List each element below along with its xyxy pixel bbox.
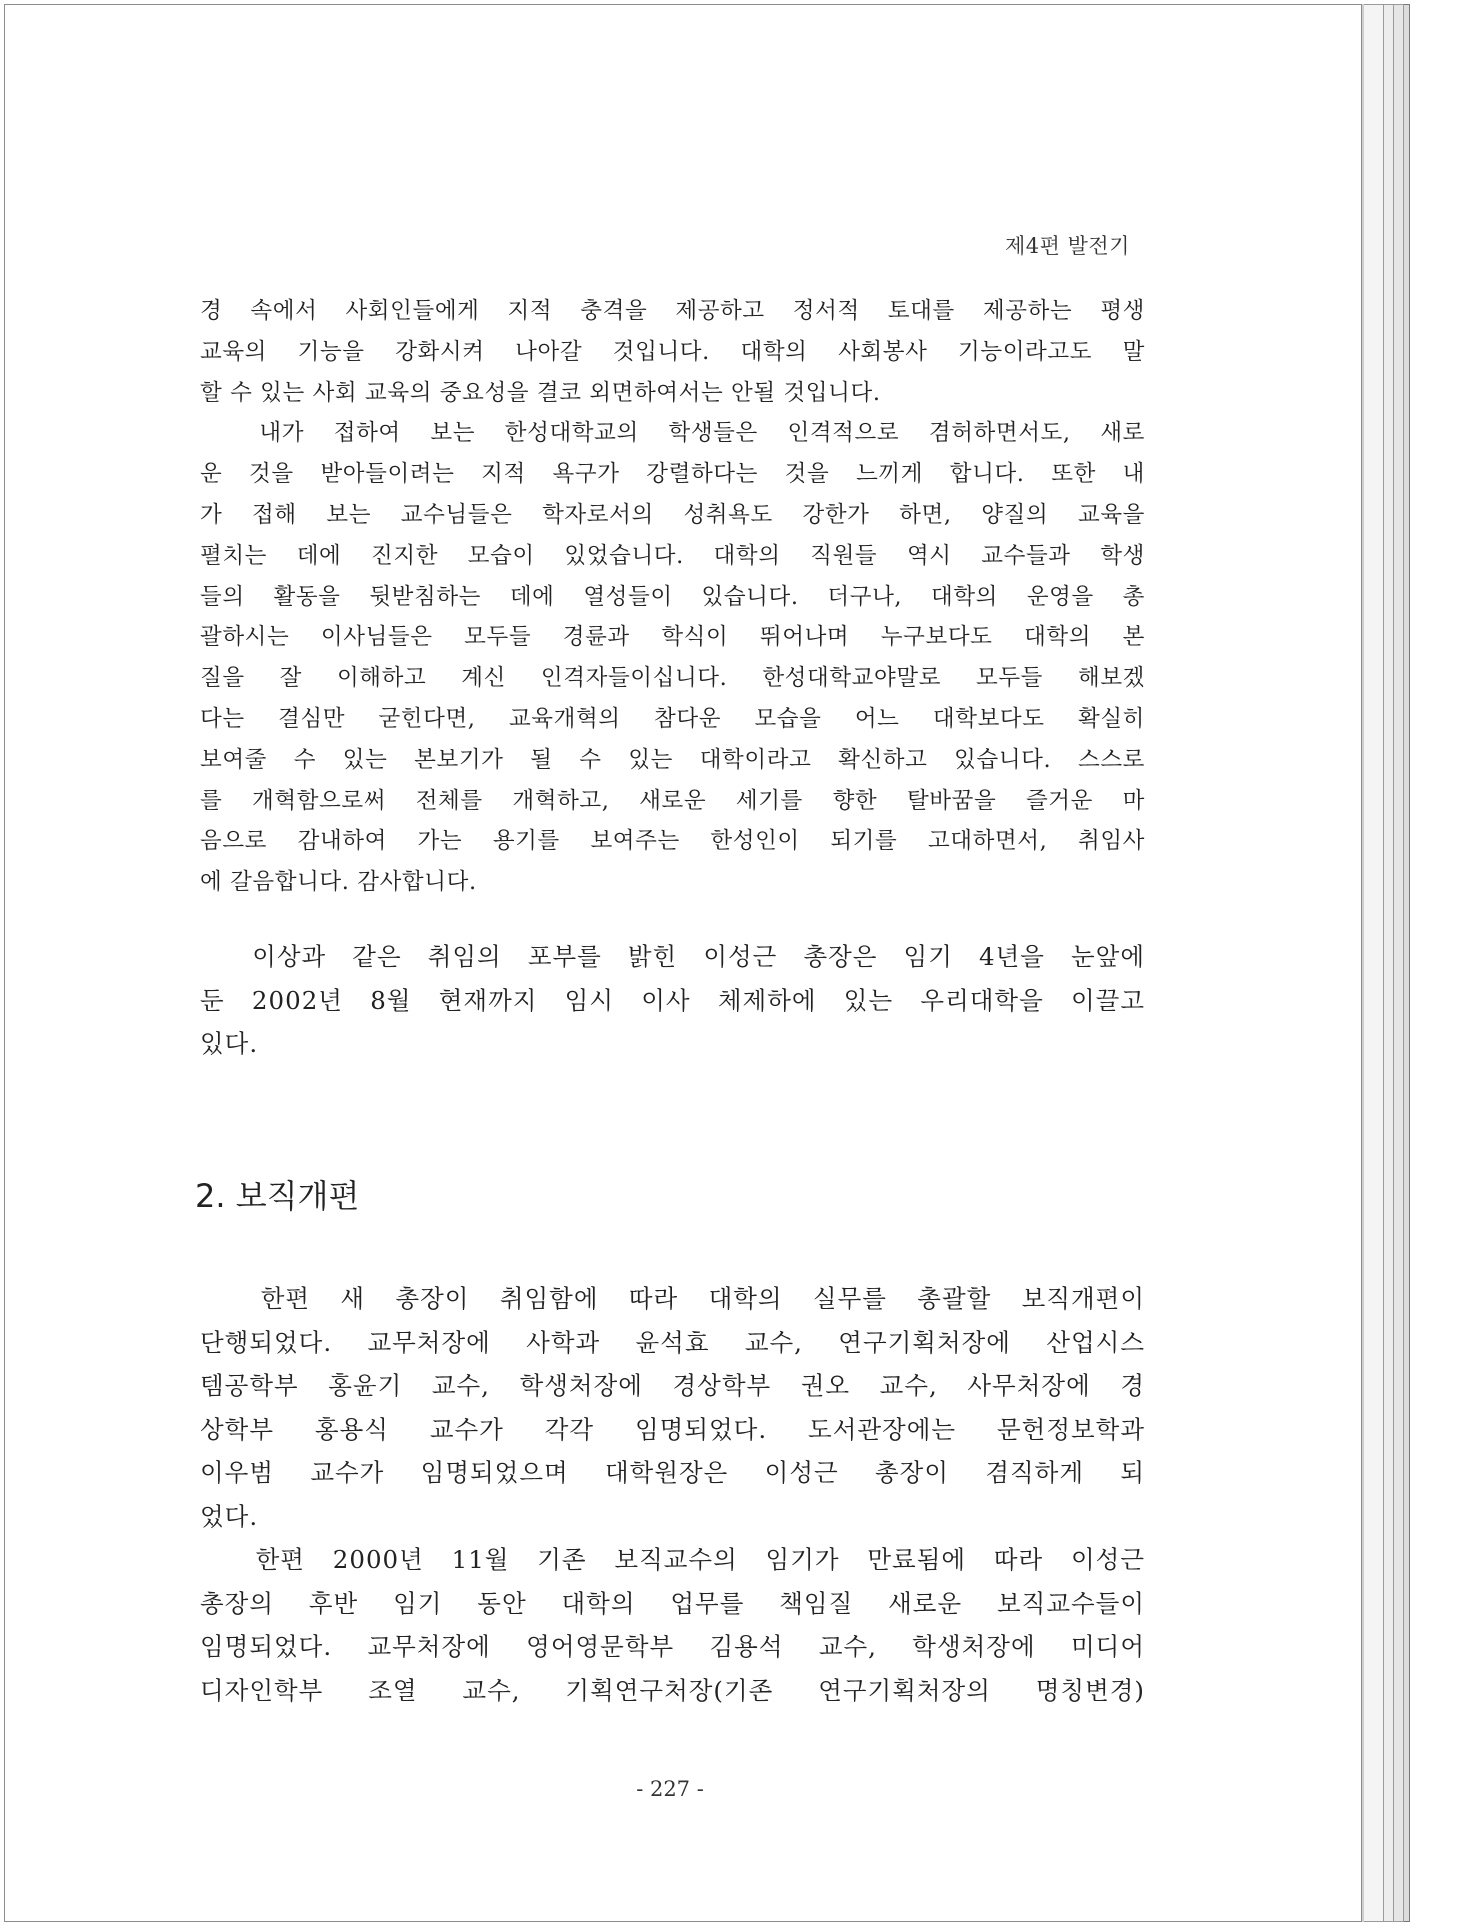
text-line: 펼치는 데에 진지한 모습이 있었습니다. 대학의 직원들 역시 교수들과 학생 [200,542,1145,569]
text-line: 에 갈음합니다. 감사합니다. [200,869,477,896]
text-line: 가 접해 보는 교수님들은 학자로서의 성취욕도 강한가 하면, 양질의 교육을 [200,501,1145,528]
text-line: 들의 활동을 뒷받침하는 데에 열성들이 있습니다. 더구나, 대학의 운영을 총 [200,583,1145,610]
document-page [4,4,1362,1922]
summary-paragraph [200,935,1145,1066]
text-line: 교육의 기능을 강화시켜 나아갈 것입니다. 대학의 사회봉사 기능이라고도 말 [200,338,1145,365]
text-line: 내가 접하여 보는 한성대학교의 학생들은 인격적으로 겸허하면서도, 새로 [200,420,1145,447]
text-line: 한편 2000년 11월 기존 보직교수의 임기가 만료됨에 따라 이성근 [200,1545,1145,1574]
text-line: 경 속에서 사회인들에게 지적 충격을 제공하고 정서적 토대를 제공하는 평생 [200,298,1145,324]
text-line: 할 수 있는 사회 교육의 중요성을 결코 외면하여서는 안될 것입니다. [200,379,881,406]
text-line: 었다. [200,1501,259,1531]
section-heading: 2. 보직개편 [195,1177,360,1215]
text-line: 다는 결심만 굳힌다면, 교육개혁의 참다운 모습을 어느 대학보다도 확실히 [200,705,1145,732]
text-line: 있다. [200,1029,259,1058]
text-line: 상학부 홍용식 교수가 각각 임명되었다. 도서관장에는 문헌정보학과 [200,1414,1145,1444]
text-line: 임명되었다. 교무처장에 영어영문학부 김용석 교수, 학생처장에 미디어 [200,1632,1145,1661]
text-line: 디자인학부 조열 교수, 기획연구처장(기존 연구기획처장의 명칭변경) [200,1675,1145,1705]
text-line: 이상과 같은 취임의 포부를 밝힌 이성근 총장은 임기 4년을 눈앞에 [200,942,1145,971]
section-body [200,1277,1145,1712]
text-line: 음으로 감내하여 가는 용기를 보여주는 한성인이 되기를 고대하면서, 취임사 [200,828,1145,855]
text-line: 총장의 후반 임기 동안 대학의 업무를 책임질 새로운 보직교수들이 [200,1588,1145,1618]
speech-text-block [200,291,1145,903]
text-line: 질을 잘 이해하고 계신 인격자들이십니다. 한성대학교야말로 모두들 해보겠 [200,665,1145,692]
text-line: 한편 새 총장이 취임함에 따라 대학의 실무를 총괄할 보직개편이 [200,1284,1145,1313]
text-line: 를 개혁함으로써 전체를 개혁하고, 새로운 세기를 향한 탈바꿈을 즐거운 마 [200,787,1145,814]
text-line: 보여줄 수 있는 본보기가 될 수 있는 대학이라고 확신하고 있습니다. 스스로 [200,746,1145,773]
text-line: 괄하시는 이사님들은 모두들 경륜과 학식이 뛰어나며 누구보다도 대학의 본 [200,624,1145,651]
text-line: 단행되었다. 교무처장에 사학과 윤석효 교수, 연구기획처장에 산업시스 [200,1327,1145,1357]
page-number: - 227 - [636,1777,704,1801]
page-stack-edge [1362,4,1384,1922]
text-line: 템공학부 홍윤기 교수, 학생처장에 경상학부 권오 교수, 사무처장에 경 [200,1371,1145,1400]
text-line: 둔 2002년 8월 현재까지 임시 이사 체제하에 있는 우리대학을 이끌고 [200,985,1145,1015]
text-line: 운 것을 받아들이려는 지적 욕구가 강렬하다는 것을 느끼게 합니다. 또한 내 [200,461,1145,488]
running-header: 제4편 발전기 [1005,234,1130,258]
text-line: 이우범 교수가 임명되었으며 대학원장은 이성근 총장이 겸직하게 되 [200,1458,1145,1487]
